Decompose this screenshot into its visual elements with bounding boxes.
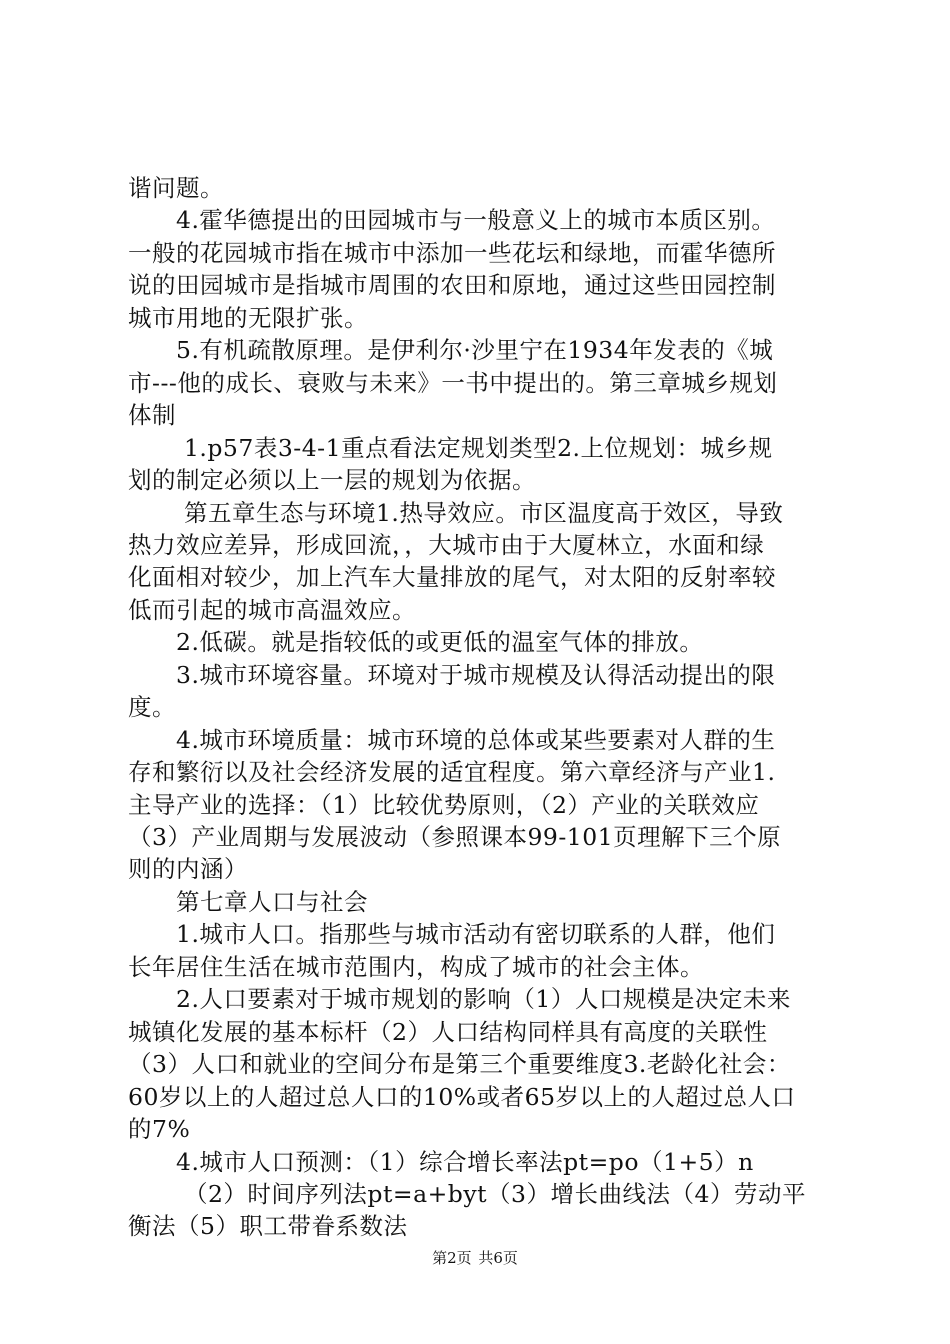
text-line: 划的制定必须以上一层的规划为依据。 [128, 466, 536, 495]
text-line: （3）人口和就业的空间分布是第三个重要维度3.老龄化社会： [128, 1050, 791, 1079]
text-line: 度。 [128, 693, 176, 722]
text-line: 第七章人口与社会 [128, 887, 368, 916]
text-line: 低而引起的城市高温效应。 [128, 595, 416, 624]
text-line: 城市用地的无限扩张。 [128, 303, 368, 332]
text-line: 2.低碳。就是指较低的或更低的温室气体的排放。 [128, 628, 704, 657]
text-line: （3）产业周期与发展波动（参照课本99-101页理解下三个原 [128, 823, 782, 851]
text-line: 1.城市人口。指那些与城市活动有密切联系的人群，他们 [128, 920, 776, 949]
text-line: 则的内涵） [128, 855, 248, 884]
text-line: 5.有机疏散原理。是伊利尔·沙里宁在1934年发表的《城 [128, 336, 774, 365]
text-line: 市---他的成长、衰败与未来》一书中提出的。第三章城乡规划 [128, 368, 778, 397]
text-line: （2）时间序列法pt=a+byt（3）增长曲线法（4）劳动平 [128, 1179, 806, 1208]
text-line: 2.人口要素对于城市规划的影响（1）人口规模是决定未来 [128, 985, 791, 1014]
text-line: 第五章生态与环境1.热导效应。市区温度高于效区，导致 [128, 498, 784, 527]
text-line: 4.霍华德提出的田园城市与一般意义上的城市本质区别。 [128, 206, 776, 235]
page-number: 第2页 [432, 1249, 472, 1267]
text-line: 衡法（5）职工带眷系数法 [128, 1212, 408, 1241]
text-line: 一般的花园城市指在城市中添加一些花坛和绿地，而霍华德所 [128, 238, 776, 267]
text-line: 存和繁衍以及社会经济发展的适宜程度。第六章经济与产业1. [128, 758, 776, 787]
text-line: 60岁以上的人超过总人口的10%或者65岁以上的人超过总人口 [128, 1082, 796, 1111]
text-line: 化面相对较少，加上汽车大量排放的尾气，对太阳的反射率较 [128, 563, 776, 592]
text-line: 4.城市环境质量：城市环境的总体或某些要素对人群的生 [128, 725, 776, 754]
text-line: 热力效应差异，形成回流，，大城市由于大厦林立，水面和绿 [128, 530, 765, 559]
text-line: 1.p57表3-4-1重点看法定规划类型2.上位规划：城乡规 [128, 433, 773, 462]
text-line: 3.城市环境容量。环境对于城市规模及认得活动提出的限 [128, 660, 776, 689]
page-total: 共6页 [478, 1249, 518, 1267]
text-line: 的7% [128, 1115, 191, 1144]
text-line: 4.城市人口预测：（1）综合增长率法pt=po（1+5）n [128, 1147, 754, 1176]
text-line: 长年居住生活在城市范围内，构成了城市的社会主体。 [128, 952, 704, 981]
text-line: 城镇化发展的基本标杆（2）人口结构同样具有高度的关联性 [128, 1017, 768, 1046]
page-footer [0, 1248, 950, 1268]
text-line: 主导产业的选择：（1）比较优势原则，（2）产业的关联效应 [128, 790, 760, 819]
text-line: 说的田园城市是指城市周围的农田和原地，通过这些田园控制 [128, 271, 776, 300]
text-line: 谐问题。 [128, 174, 224, 202]
text-line: 体制 [128, 401, 176, 430]
